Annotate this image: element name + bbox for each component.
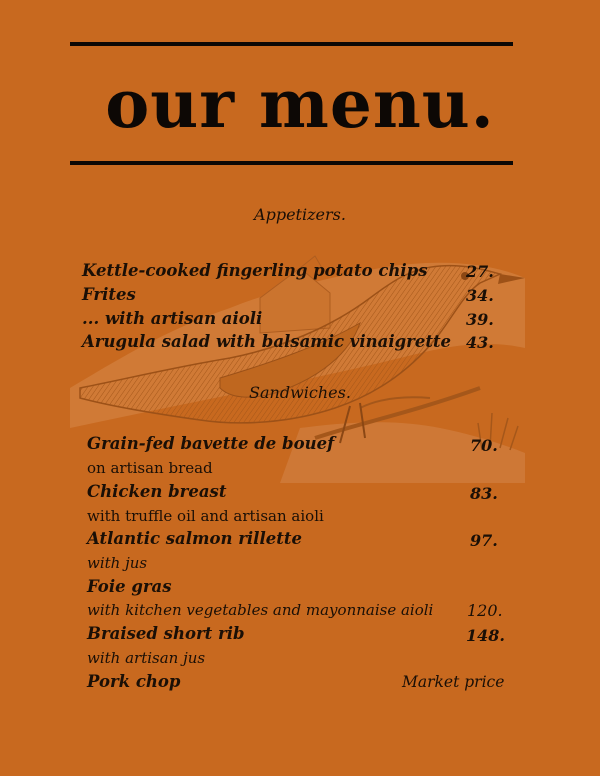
menu-item-name: Kettle-cooked fingerling potato chips (82, 261, 428, 280)
menu-item-price: 70. (470, 436, 498, 455)
top-rule (70, 42, 513, 46)
menu-item-description: on artisan bread (87, 459, 213, 477)
menu-item-name: Pork chop (87, 672, 181, 691)
menu-item-price: 27. (466, 262, 494, 281)
menu-item-price: 39. (466, 310, 494, 329)
appetizers-heading: Appetizers. (254, 205, 346, 224)
menu-item-price: 97. (470, 531, 498, 550)
menu-item-name: Braised short rib (87, 624, 245, 643)
menu-item-description: with truffle oil and artisan aioli (87, 507, 324, 525)
menu-item-price: Market price (402, 673, 505, 691)
bottom-rule (70, 161, 513, 165)
menu-item-description: with jus (87, 554, 148, 572)
menu-item-price: 83. (470, 484, 498, 503)
menu-item-name: Grain-fed bavette de bouef (87, 434, 335, 453)
menu-item-description: with artisan jus (87, 649, 206, 667)
menu-item-name: Frites (82, 285, 136, 304)
menu-item-name: Chicken breast (87, 482, 227, 501)
sandwiches-heading: Sandwiches. (249, 383, 351, 402)
menu-item-price: 43. (466, 333, 494, 352)
menu-item-price: 34. (466, 286, 494, 305)
menu-item-name: Atlantic salmon rillette (87, 529, 302, 548)
menu-item-name: Arugula salad with balsamic vinaigrette (82, 332, 452, 351)
page-title: our menu. (105, 65, 495, 143)
menu-item-name: ... with artisan aioli (82, 309, 263, 328)
menu-item-name: Foie gras (87, 577, 172, 596)
menu-item-description: with kitchen vegetables and mayonnaise aioli (87, 601, 434, 619)
menu-item-price: 120. (467, 601, 503, 620)
menu-item-price: 148. (466, 626, 505, 645)
